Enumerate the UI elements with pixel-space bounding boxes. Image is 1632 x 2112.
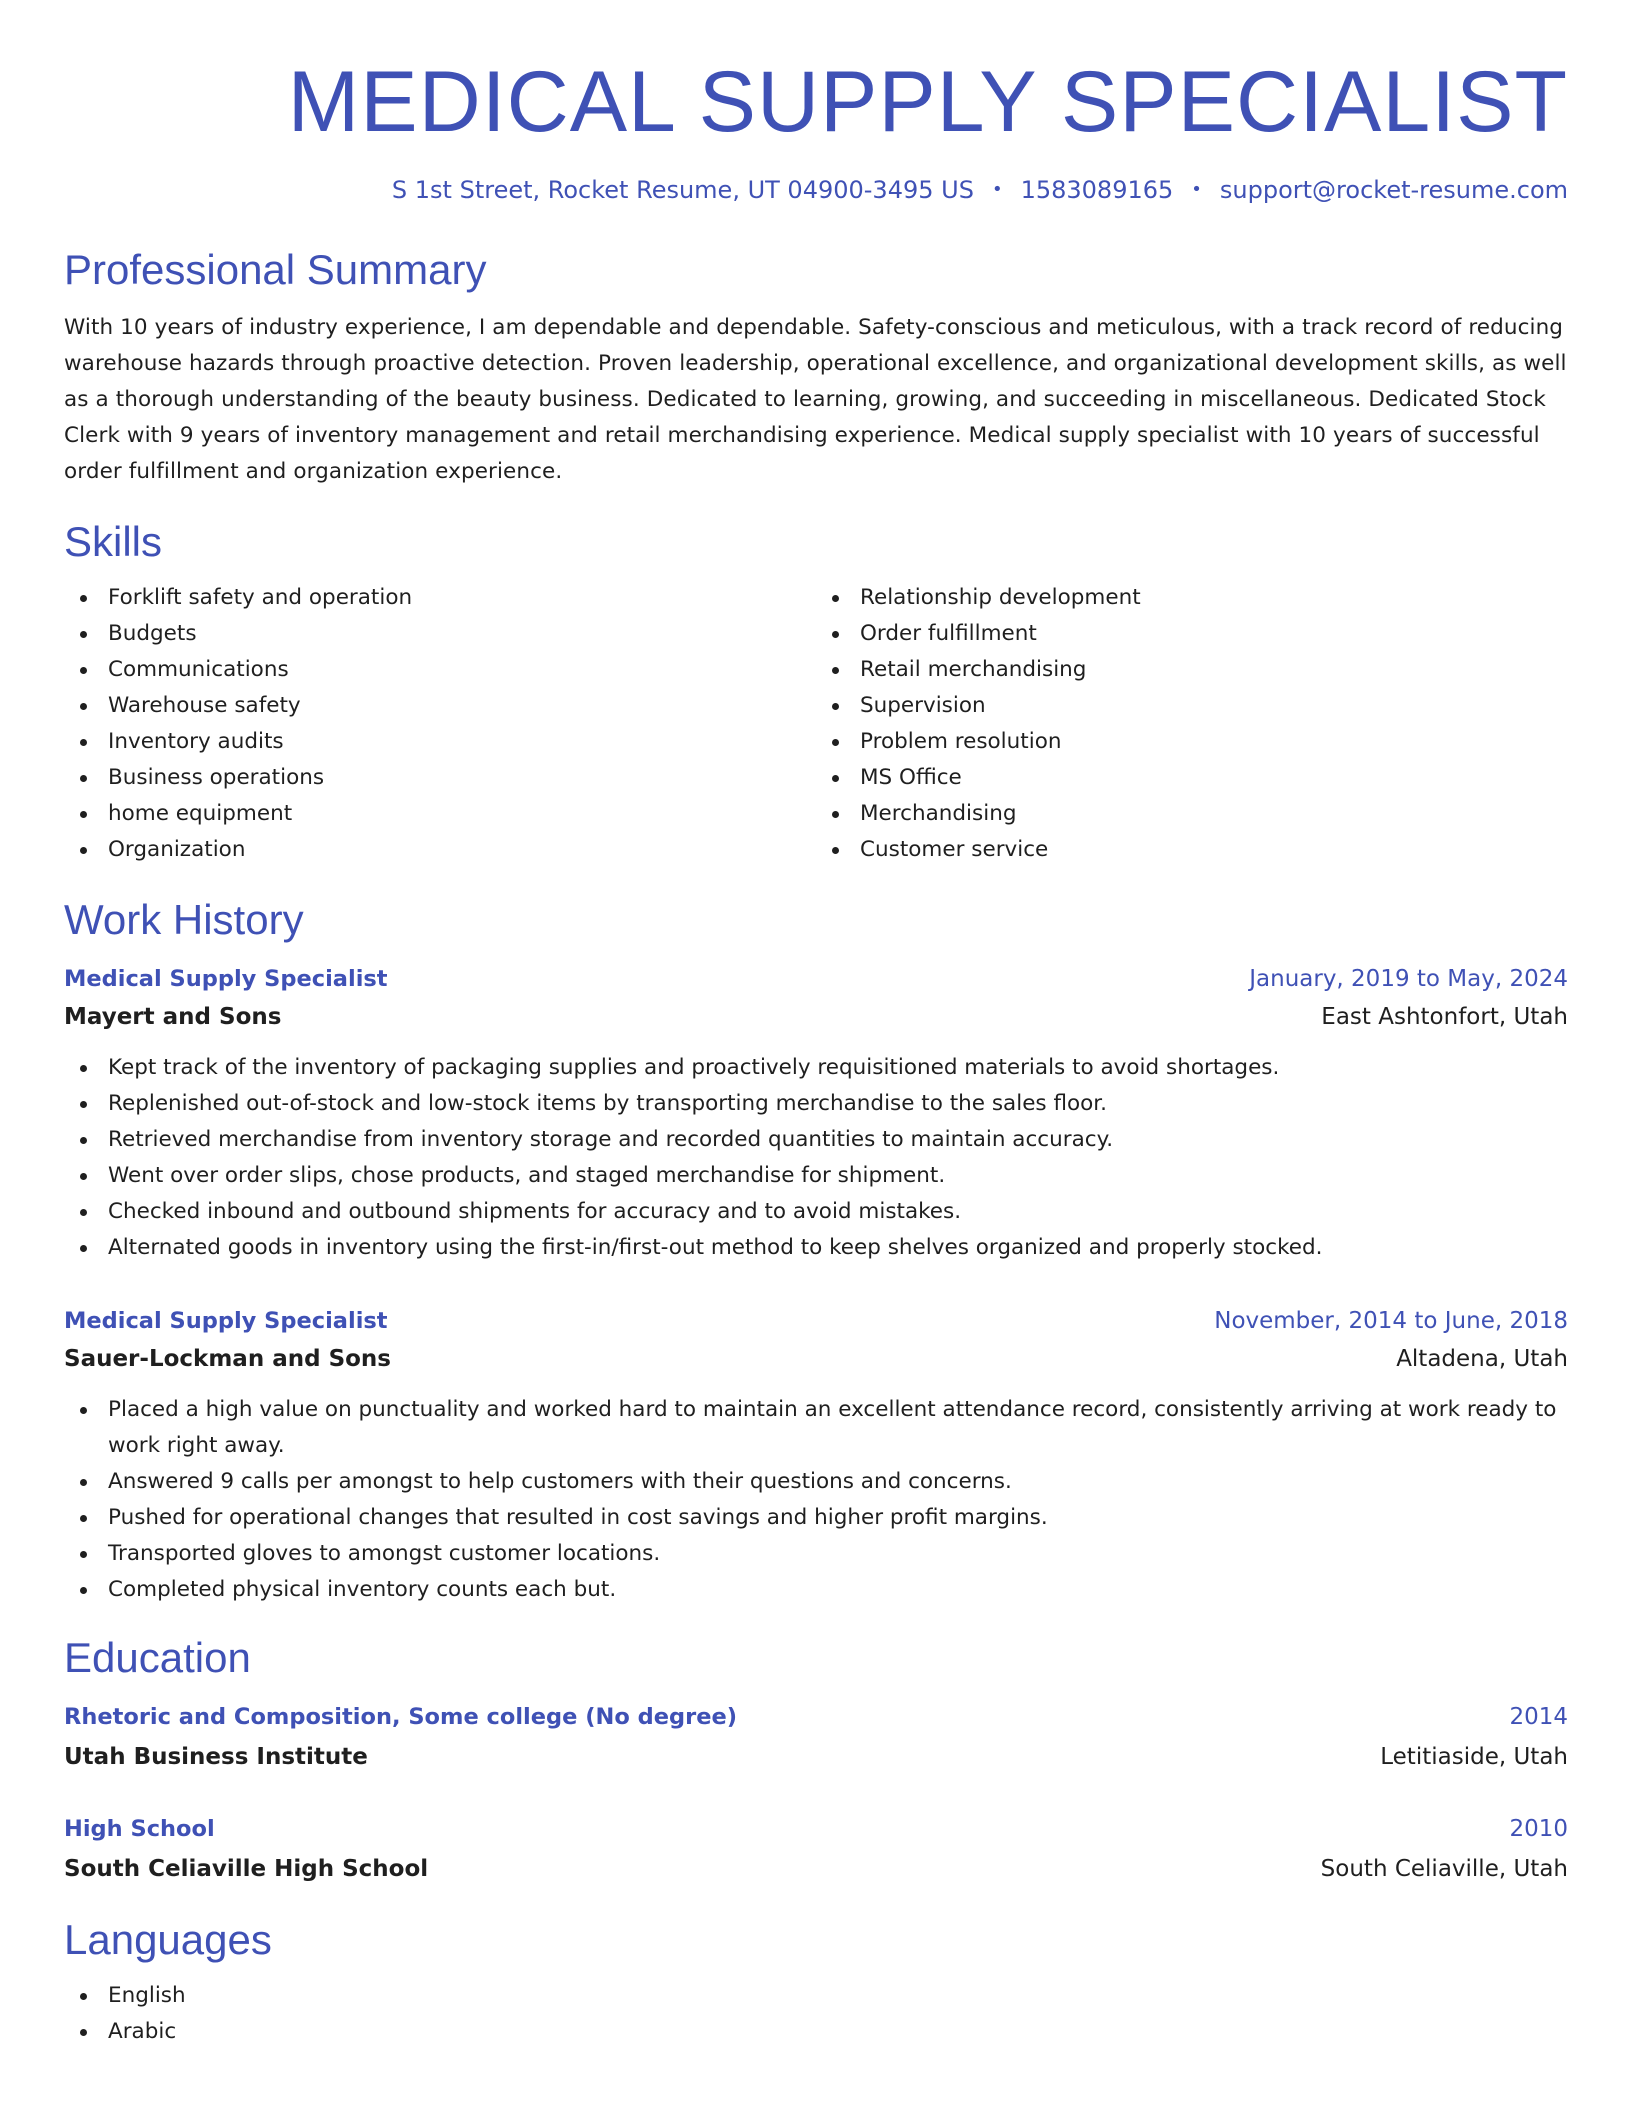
education-year: 2014: [1509, 1704, 1568, 1730]
contact-phone: 1583089165: [1020, 176, 1174, 204]
job-dates: January, 2019 to May, 2024: [1249, 966, 1568, 992]
contact-address: S 1st Street, Rocket Resume, UT 04900-3495 US: [391, 176, 974, 204]
job-bullets: [64, 1050, 1568, 1266]
candidate-name: MEDICAL SUPPLY SPECIALIST: [287, 54, 1568, 150]
languages-section: [64, 1914, 1568, 2050]
education-degree-row: [64, 1698, 1568, 1736]
contact-separator: •: [991, 179, 1003, 200]
job-bullet: Completed physical inventory counts each but.: [64, 1572, 1568, 1608]
job-dates: November, 2014 to June, 2018: [1214, 1308, 1568, 1334]
skill-item: Business operations: [64, 760, 816, 796]
skill-item: Merchandising: [816, 796, 1568, 832]
job-bullets: [64, 1392, 1568, 1608]
language-item: Arabic: [64, 2014, 1568, 2050]
skill-item: Supervision: [816, 688, 1568, 724]
skills-columns: [64, 580, 1568, 868]
skills-section: [64, 516, 1568, 868]
skill-item: Customer service: [816, 832, 1568, 868]
education-degree: Rhetoric and Composition, Some college (No degree): [64, 1704, 738, 1730]
job-bullet: Retrieved merchandise from inventory storage and recorded quantities to maintain accuracy.: [64, 1122, 1568, 1158]
job-title: Medical Supply Specialist: [64, 1308, 388, 1334]
job-company: Mayert and Sons: [64, 1004, 282, 1030]
skill-item: Forklift safety and operation: [64, 580, 816, 616]
education-degree: High School: [64, 1816, 215, 1842]
education-entry: [64, 1810, 1568, 1890]
job-company-row: [64, 1340, 1568, 1378]
languages-list: [64, 1978, 1568, 2050]
skill-item: Problem resolution: [816, 724, 1568, 760]
summary-text: With 10 years of industry experience, I am dependable and dependable. Safety-conscious and meticulous, with a track record of reducing warehouse hazards through proactive detection. Proven leadership, operational excellence, and organizational development skills, as well as a thorough understanding of the beauty business. Dedicated to learning, growing, and succeeding in miscellaneous. Dedicated Stock Clerk with 9 years of inventory management and retail merchandising experience. Medical supply specialist with 10 years of successful order fulfillment and organization experience.: [64, 315, 1567, 484]
section-title-work-history: Work History: [64, 896, 304, 943]
job-company: Sauer-Lockman and Sons: [64, 1346, 391, 1372]
skill-item: Organization: [64, 832, 816, 868]
education-degree-row: [64, 1810, 1568, 1848]
summary-section: [64, 244, 1568, 490]
job-company-row: [64, 998, 1568, 1036]
job-bullet: Went over order slips, chose products, and staged merchandise for shipment.: [64, 1158, 1568, 1194]
contact-separator: •: [1191, 179, 1202, 200]
section-title-summary: Professional Summary: [64, 246, 487, 293]
job-bullet: Alternated goods in inventory using the first-in/first-out method to keep shelves organized and properly stocked.: [64, 1230, 1568, 1266]
work-history-section: [64, 894, 1568, 1608]
language-item: English: [64, 1978, 1568, 2014]
job-bullet: Transported gloves to amongst customer locations.: [64, 1536, 1568, 1572]
job-bullet: Checked inbound and outbound shipments for accuracy and to avoid mistakes.: [64, 1194, 1568, 1230]
skill-item: Warehouse safety: [64, 688, 816, 724]
job-bullet: Kept track of the inventory of packaging supplies and proactively requisitioned materials to avoid shortages.: [64, 1050, 1568, 1086]
job-entry: [64, 1302, 1568, 1608]
contact-email[interactable]: support@rocket-resume.com: [1219, 176, 1568, 204]
contact-line: [64, 174, 1568, 206]
skills-list-right: [816, 580, 1568, 868]
job-location: Altadena, Utah: [1396, 1346, 1568, 1372]
education-school: Utah Business Institute: [64, 1744, 368, 1770]
education-entry: [64, 1698, 1568, 1778]
education-location: Letitiaside, Utah: [1380, 1744, 1568, 1770]
job-bullet: Placed a high value on punctuality and worked hard to maintain an excellent attendance record, consistently arriving at work ready to work right away.: [64, 1392, 1568, 1464]
skills-list-left: [64, 580, 816, 868]
education-school-row: [64, 1736, 1568, 1778]
job-location: East Ashtonfort, Utah: [1321, 1004, 1568, 1030]
job-bullet: Pushed for operational changes that resulted in cost savings and higher profit margins.: [64, 1500, 1568, 1536]
skill-item: Budgets: [64, 616, 816, 652]
education-section: [64, 1632, 1568, 1890]
education-school-row: [64, 1848, 1568, 1890]
resume-header: [64, 0, 1568, 206]
job-title-row: [64, 1302, 1568, 1340]
job-title-row: [64, 960, 1568, 998]
section-title-education: Education: [64, 1634, 251, 1681]
education-location: South Celiaville, Utah: [1320, 1856, 1568, 1882]
skill-item: Relationship development: [816, 580, 1568, 616]
skill-item: MS Office: [816, 760, 1568, 796]
job-entry: [64, 960, 1568, 1266]
skill-item: Order fulfillment: [816, 616, 1568, 652]
section-title-languages: Languages: [64, 1916, 272, 1963]
job-bullet: Answered 9 calls per amongst to help customers with their questions and concerns.: [64, 1464, 1568, 1500]
education-year: 2010: [1509, 1816, 1568, 1842]
job-title: Medical Supply Specialist: [64, 966, 388, 992]
skill-item: Inventory audits: [64, 724, 816, 760]
education-school: South Celiaville High School: [64, 1856, 429, 1882]
skill-item: Communications: [64, 652, 816, 688]
section-title-skills: Skills: [64, 518, 163, 565]
job-bullet: Replenished out-of-stock and low-stock items by transporting merchandise to the sales floor.: [64, 1086, 1568, 1122]
skill-item: Retail merchandising: [816, 652, 1568, 688]
skill-item: home equipment: [64, 796, 816, 832]
